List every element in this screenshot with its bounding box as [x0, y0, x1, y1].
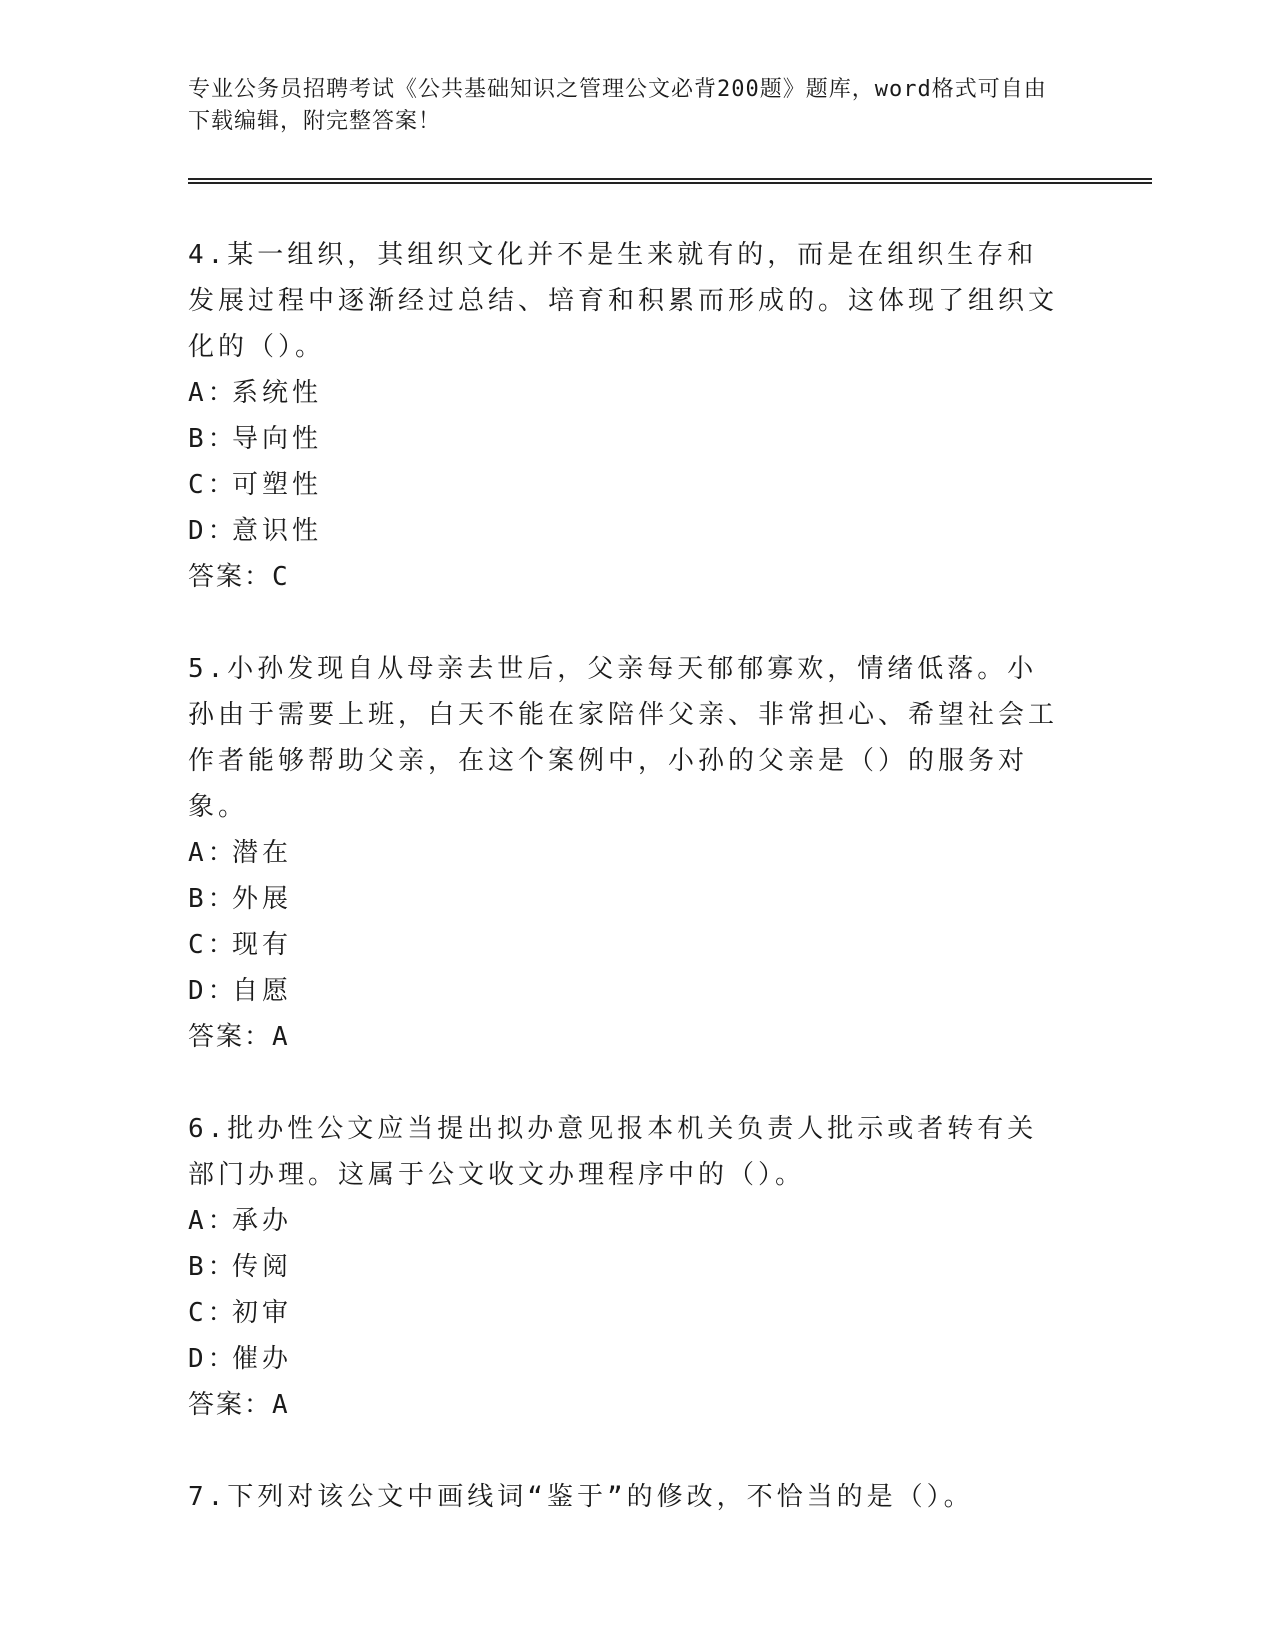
- option-c: [188, 1290, 1058, 1336]
- option-key: C：: [188, 470, 238, 500]
- header-title: 专业公务员招聘考试《公共基础知识之管理公文必背200题》题库，word格式可自由下载编辑，附完整答案！: [188, 77, 1047, 134]
- answer-value: A: [272, 1022, 290, 1052]
- option-b: [188, 416, 1058, 462]
- option-c: [188, 922, 1058, 968]
- answer-line: [188, 1382, 1058, 1428]
- question-4: [188, 232, 1058, 600]
- option-key: A：: [188, 838, 238, 868]
- option-text: 导向性: [232, 424, 323, 454]
- answer-value: C: [272, 562, 290, 592]
- option-key: C：: [188, 930, 238, 960]
- header-divider: [188, 178, 1152, 184]
- question-stem: 4.某一组织，其组织文化并不是生来就有的，而是在组织生存和发展过程中逐渐经过总结、培育和积累而形成的。这体现了组织文化的（）。: [188, 240, 1059, 362]
- option-text: 初审: [232, 1298, 293, 1328]
- answer-label: 答案：: [188, 1390, 273, 1420]
- option-text: 外展: [232, 884, 293, 914]
- question-7: [188, 1474, 1058, 1520]
- option-text: 承办: [232, 1206, 293, 1236]
- question-stem: 7.下列对该公文中画线词“鉴于”的修改，不恰当的是（）。: [188, 1482, 974, 1512]
- option-key: D：: [188, 516, 238, 546]
- question-list: [188, 232, 1058, 1566]
- answer-label: 答案：: [188, 1022, 273, 1052]
- answer-line: [188, 1014, 1058, 1060]
- option-key: B：: [188, 1252, 238, 1282]
- answer-value: A: [272, 1390, 290, 1420]
- option-a: [188, 370, 1058, 416]
- option-text: 可塑性: [232, 470, 323, 500]
- answer-label: 答案：: [188, 562, 273, 592]
- option-d: [188, 508, 1058, 554]
- option-b: [188, 876, 1058, 922]
- option-text: 系统性: [232, 378, 323, 408]
- question-6: [188, 1106, 1058, 1428]
- option-key: B：: [188, 424, 238, 454]
- answer-line: [188, 554, 1058, 600]
- option-text: 现有: [232, 930, 293, 960]
- option-a: [188, 830, 1058, 876]
- question-stem: 6.批办性公文应当提出拟办意见报本机关负责人批示或者转有关部门办理。这属于公文收文办理程序中的（）。: [188, 1114, 1038, 1190]
- option-d: [188, 968, 1058, 1014]
- option-b: [188, 1244, 1058, 1290]
- option-text: 潜在: [232, 838, 293, 868]
- option-c: [188, 462, 1058, 508]
- option-text: 意识性: [232, 516, 323, 546]
- option-key: C：: [188, 1298, 238, 1328]
- question-5: [188, 646, 1058, 1060]
- option-key: D：: [188, 976, 238, 1006]
- question-stem: 5.小孙发现自从母亲去世后，父亲每天郁郁寡欢，情绪低落。小孙由于需要上班，白天不能在家陪伴父亲、非常担心、希望社会工作者能够帮助父亲，在这个案例中，小孙的父亲是（）的服务对象。: [188, 654, 1059, 822]
- option-key: A：: [188, 378, 238, 408]
- option-d: [188, 1336, 1058, 1382]
- option-key: A：: [188, 1206, 238, 1236]
- option-text: 催办: [232, 1344, 293, 1374]
- option-a: [188, 1198, 1058, 1244]
- option-text: 传阅: [232, 1252, 293, 1282]
- option-key: D：: [188, 1344, 238, 1374]
- option-key: B：: [188, 884, 238, 914]
- option-text: 自愿: [232, 976, 293, 1006]
